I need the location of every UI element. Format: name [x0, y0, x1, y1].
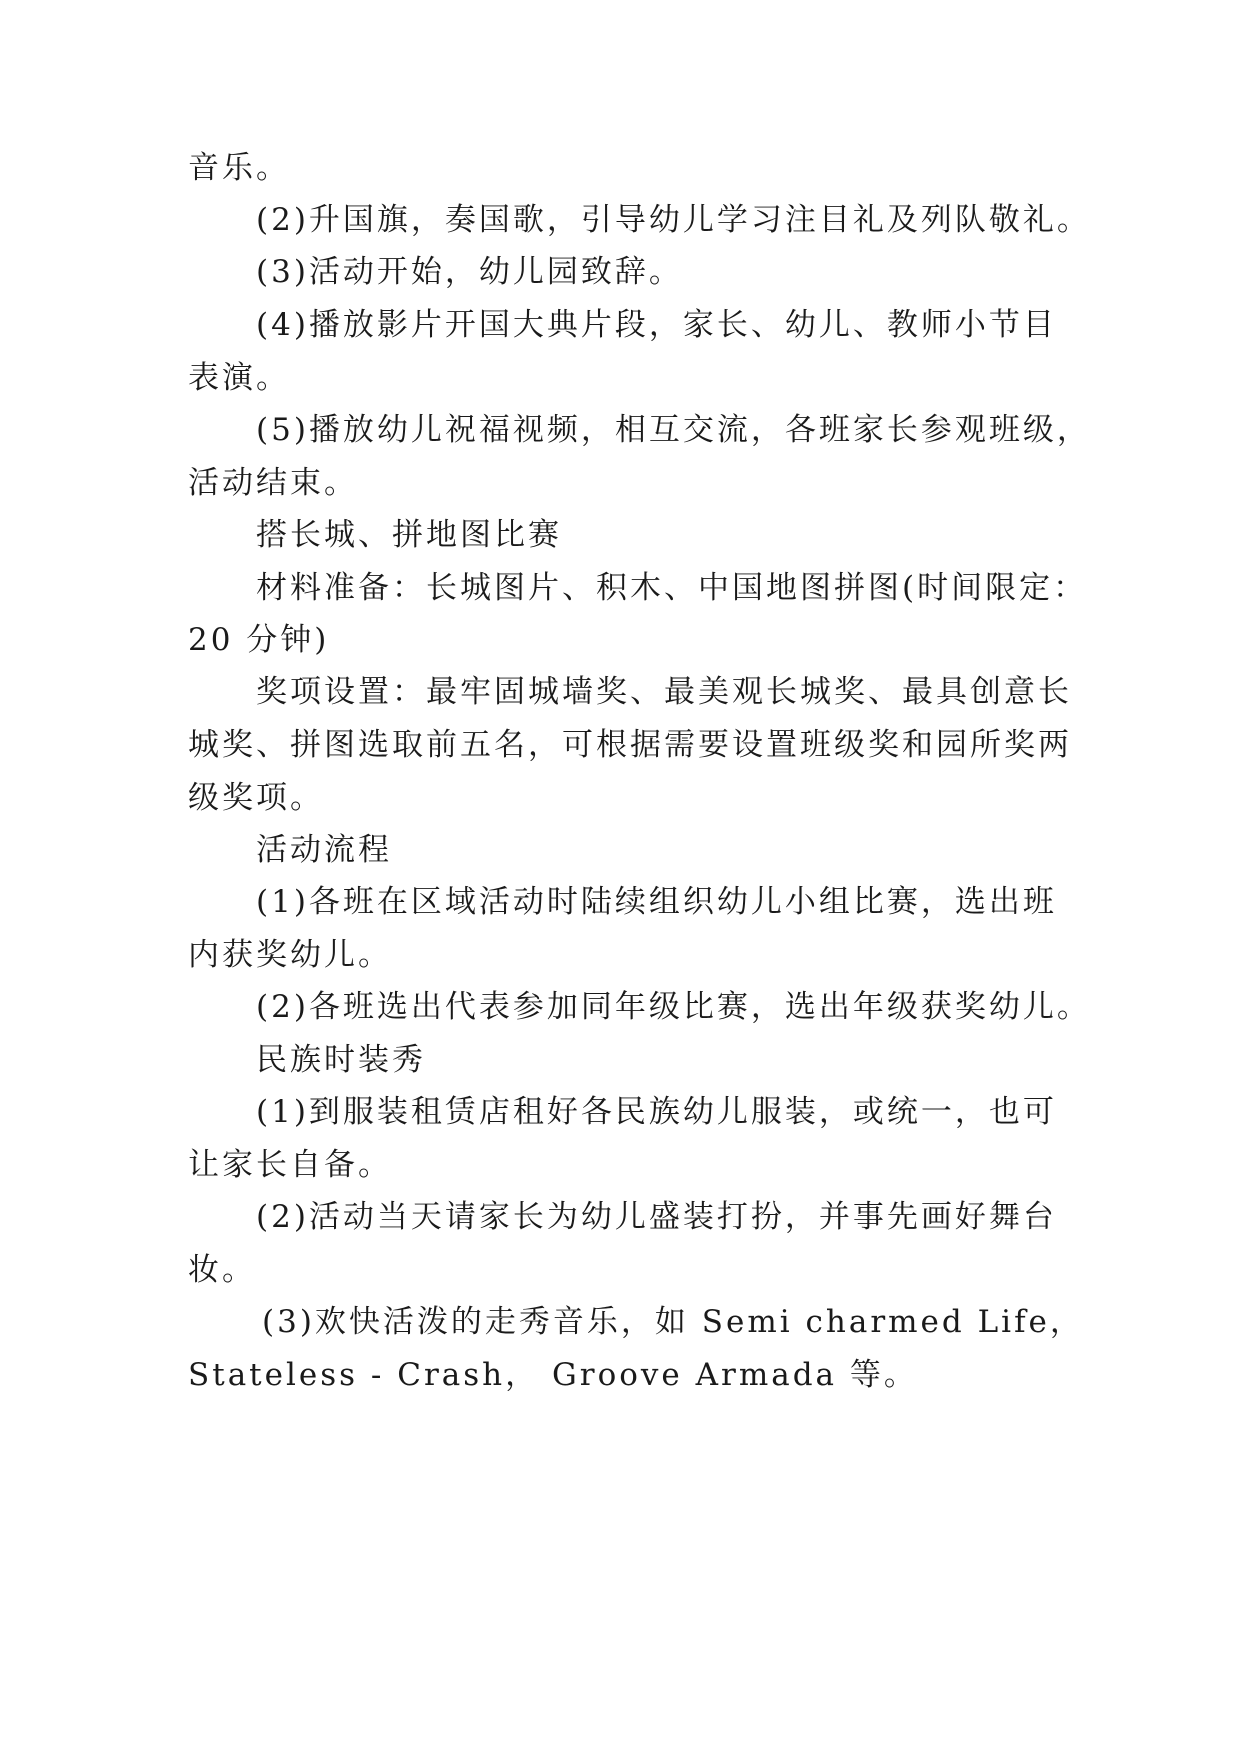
text-line: 内获奖幼儿。 [188, 937, 392, 973]
text-line: 表演。 [188, 360, 290, 396]
section-heading: 民族时装秀 [256, 1042, 426, 1078]
text-line: 奖项设置：最牢固城墙奖、最美观长城奖、最具创意长 [256, 674, 1072, 710]
text-line: (5)播放幼儿祝福视频，相互交流，各班家长参观班级， [256, 412, 1091, 448]
text-line: 材料准备：长城图片、积木、中国地图拼图(时间限定： [256, 570, 1088, 606]
text-line: 城奖、拼图选取前五名，可根据需要设置班级奖和园所奖两 [188, 727, 1072, 763]
text-line: (1)各班在区域活动时陆续组织幼儿小组比赛，选出班 [256, 884, 1057, 920]
text-line: Stateless - Crash， Groove Armada 等。 [188, 1357, 918, 1393]
text-line: (2)各班选出代表参加同年级比赛，选出年级获奖幼儿。 [256, 989, 1091, 1025]
text-line: 音乐。 [188, 150, 290, 186]
text-line: (3)欢快活泼的走秀音乐，如 Semi charmed Life， [262, 1304, 1084, 1340]
text-line: (1)到服装租赁店租好各民族幼儿服装，或统一，也可 [256, 1094, 1057, 1130]
text-line: (4)播放影片开国大典片段，家长、幼儿、教师小节目 [256, 307, 1057, 343]
text-line: 级奖项。 [188, 780, 324, 816]
text-line: 让家长自备。 [188, 1147, 392, 1183]
section-heading: 搭长城、拼地图比赛 [256, 517, 562, 553]
text-line: 妆。 [188, 1252, 256, 1288]
text-line: 20 分钟) [188, 622, 330, 658]
text-line: (2)活动当天请家长为幼儿盛装打扮，并事先画好舞台 [256, 1199, 1057, 1235]
section-heading: 活动流程 [256, 832, 392, 868]
text-line: (2)升国旗，奏国歌，引导幼儿学习注目礼及列队敬礼。 [256, 202, 1091, 238]
text-line: 活动结束。 [188, 465, 358, 501]
text-line: (3)活动开始，幼儿园致辞。 [256, 254, 683, 290]
